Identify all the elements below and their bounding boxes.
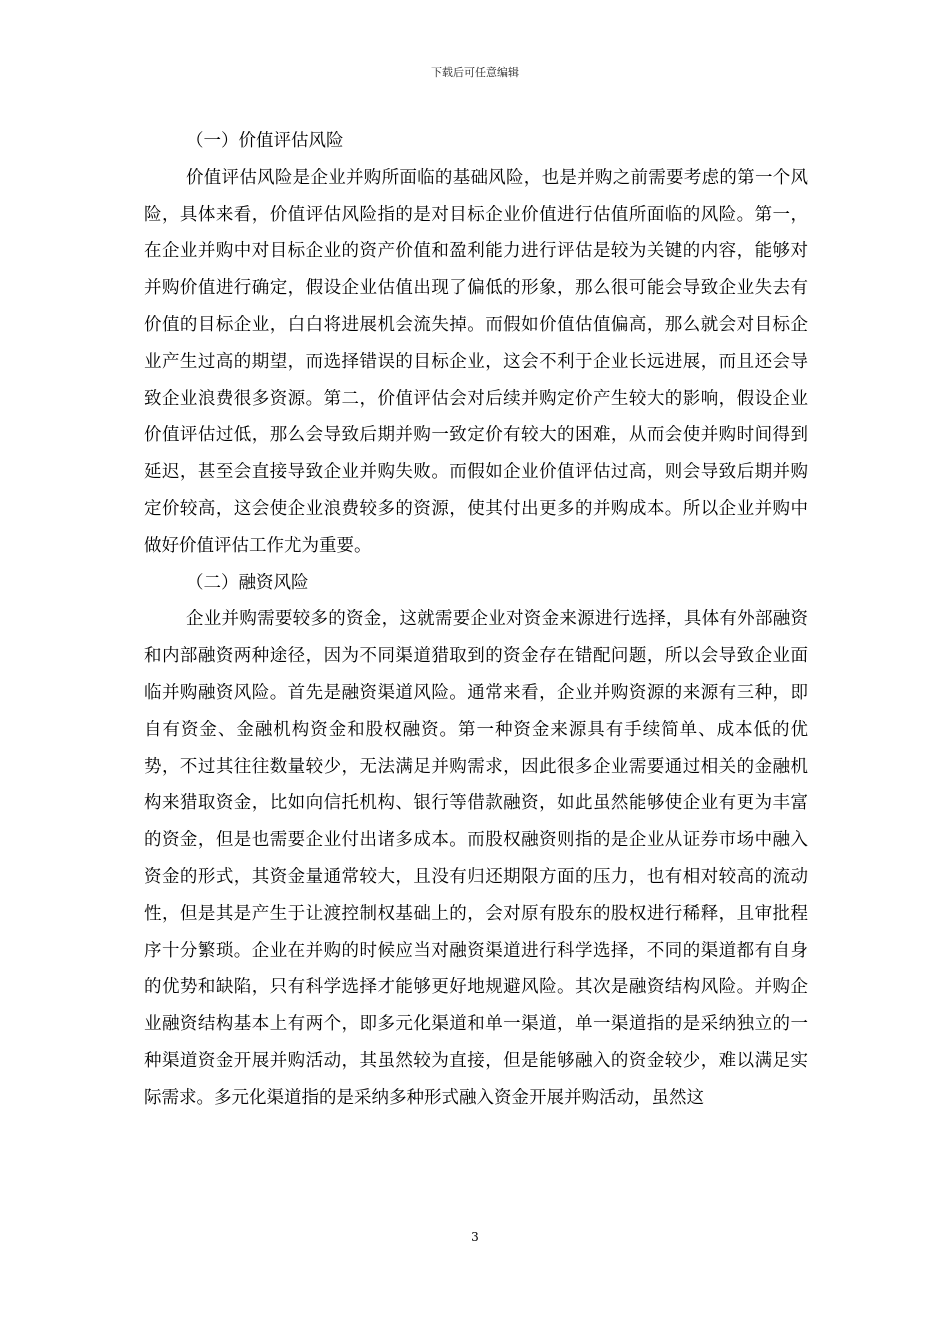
page-number: 3 (471, 1230, 479, 1244)
section-paragraph-2: 企业并购需要较多的资金，这就需要企业对资金来源进行选择，具体有外部融资和内部融资两种途径，因为不同渠道猎取到的资金存在错配问题，所以会导致企业面临并购融资风险。首先是融资渠道风险。通常来看，企业并购资源的来源有三种，即自有资金、金融机构资金和股权融资。第一种资金来源具有手续简单、成本低的优势，不过其往往数量较少，无法满足并购需求，因此很多企业需要通过相关的金融机构来猎取资金，比如向信托机构、银行等借款融资，如此虽然能够使企业有更为丰富的资金，但是也需要企业付出诸多成本。而股权融资则指的是企业从证券市场中融入资金的形式，其资金量通常较大，且没有归还期限方面的压力，也有相对较高的流动性，但是其是产生于让渡控制权基础上的，会对原有股东的股权进行稀释，且审批程序十分繁琐。企业在并购的时候应当对融资渠道进行科学选择，不同的渠道都有自身的优势和缺陷，只有科学选择才能够更好地规避风险。其次是融资结构风险。并购企业融资结构基本上有两个，即多元化渠道和单一渠道，单一渠道指的是采纳独立的一种渠道资金开展并购活动，其虽然较为直接，但是能够融入的资金较少，难以满足实际需求。多元化渠道指的是采纳多种形式融入资金开展并购活动，虽然这 (144, 609, 808, 1108)
document-body (144, 123, 808, 1117)
section-heading-2: （二）融资风险 (186, 572, 309, 593)
page-header: 下载后可任意编辑 (431, 66, 519, 79)
section-heading-1: （一）价值评估风险 (186, 131, 344, 151)
section-paragraph-1: 价值评估风险是企业并购所面临的基础风险，也是并购之前需要考虑的第一个风险，具体来看，价值评估风险指的是对目标企业价值进行估值所面临的风险。第一，在企业并购中对目标企业的资产价值和盈利能力进行评估是较为关键的内容，能够对并购价值进行确定，假设企业估值出现了偏低的形象，那么很可能会导致企业失去有价值的目标企业，白白将进展机会流失掉。而假如价值估值偏高，那么就会对目标企业产生过高的期望，而选择错误的目标企业，这会不利于企业长远进展，而且还会导致企业浪费很多资源。第二，价值评估会对后续并购定价产生较大的影响，假设企业价值评估过低，那么会导致后期并购一致定价有较大的困难，从而会使并购时间得到延迟，甚至会直接导致企业并购失败。而假如企业价值评估过高，则会导致后期并购定价较高，这会使企业浪费较多的资源，使其付出更多的并购成本。所以企业并购中做好价值评估工作尤为重要。 (144, 167, 808, 556)
